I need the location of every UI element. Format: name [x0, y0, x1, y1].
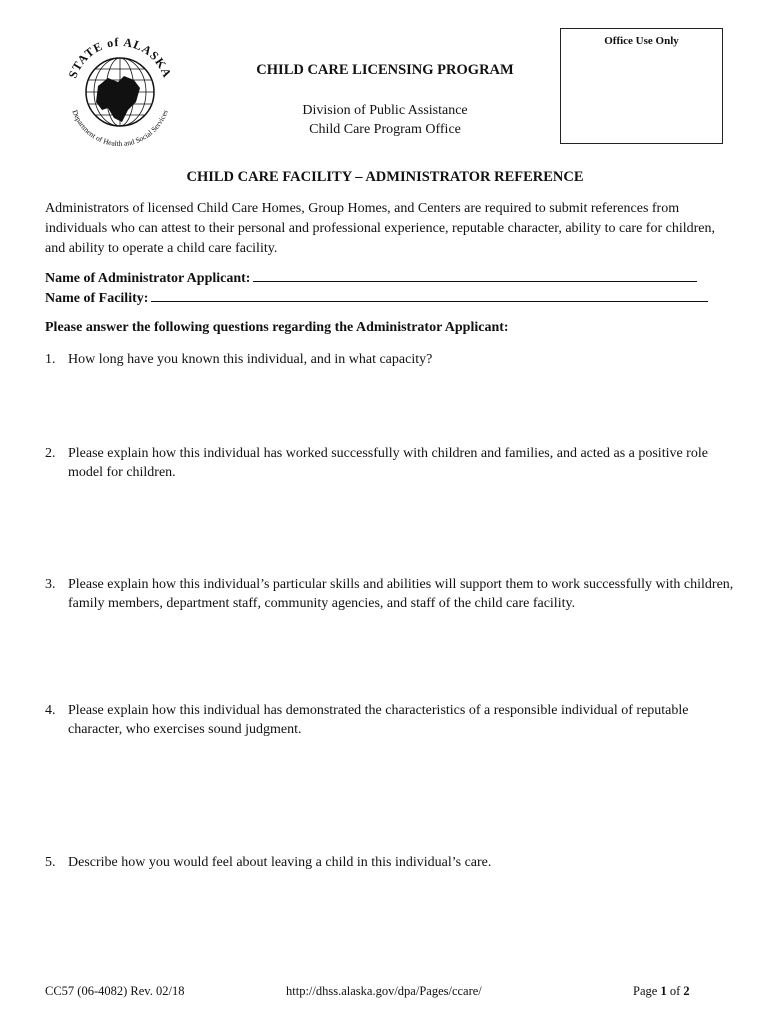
question-1 — [45, 350, 735, 369]
question-5 — [45, 853, 735, 872]
form-code: CC57 (06-4082) Rev. 02/18 — [45, 984, 185, 998]
question-text: Describe how you would feel about leaving a child in this individual’s care. — [68, 855, 492, 870]
page-number: 1 — [660, 984, 667, 998]
office-use-box — [560, 28, 723, 144]
applicant-name-label: Name of Administrator Applicant: — [45, 271, 251, 286]
question-number: 3. — [45, 577, 56, 592]
question-number: 5. — [45, 855, 56, 870]
office-use-label: Office Use Only — [604, 35, 679, 47]
division-name: Division of Public Assistance — [302, 103, 468, 118]
intro-paragraph: Administrators of licensed Child Care Homes, Group Homes, and Centers are required to submit references from individuals who can attest to their personal and professional experience, reputable character, ability to care for children, and ability to operate a child care facility. — [45, 201, 716, 256]
question-text: Please explain how this individual has demonstrated the characteristics of a responsible individual of reputable character, who exercises sound judgment. — [68, 703, 689, 737]
page-indicator — [633, 984, 690, 999]
question-text: How long have you known this individual, and in what capacity? — [68, 352, 433, 367]
form-title: CHILD CARE FACILITY – ADMINISTRATOR REFERENCE — [186, 169, 584, 185]
page-word: Page — [633, 984, 658, 998]
question-number: 1. — [45, 352, 56, 367]
of-word: of — [669, 984, 681, 998]
seal-bottom-text: Department of Health and Social Services — [70, 108, 170, 149]
instructions: Please answer the following questions regarding the Administrator Applicant: — [45, 320, 509, 335]
footer-url[interactable]: http://dhss.alaska.gov/dpa/Pages/ccare/ — [286, 984, 482, 998]
facility-name-label: Name of Facility: — [45, 291, 149, 306]
office-name: Child Care Program Office — [309, 122, 461, 137]
seal-top-text: STATE of ALASKA — [65, 34, 175, 81]
applicant-name-row — [45, 268, 697, 287]
question-text: Please explain how this individual has worked successfully with children and families, and acted as a positive role model for children. — [68, 446, 708, 480]
question-text: Please explain how this individual’s particular skills and abilities will support them to work successfully with children, family members, department staff, community agencies, and staff of the child care facility. — [68, 577, 734, 611]
facility-name-field[interactable] — [151, 288, 708, 302]
state-seal-logo — [58, 30, 182, 154]
question-3 — [45, 575, 735, 613]
program-title: CHILD CARE LICENSING PROGRAM — [256, 62, 514, 78]
applicant-name-field[interactable] — [253, 268, 697, 282]
question-2 — [45, 444, 735, 482]
page-total: 2 — [683, 984, 690, 998]
question-4 — [45, 701, 735, 739]
question-number: 4. — [45, 703, 56, 718]
facility-name-row — [45, 288, 708, 307]
question-number: 2. — [45, 446, 56, 461]
